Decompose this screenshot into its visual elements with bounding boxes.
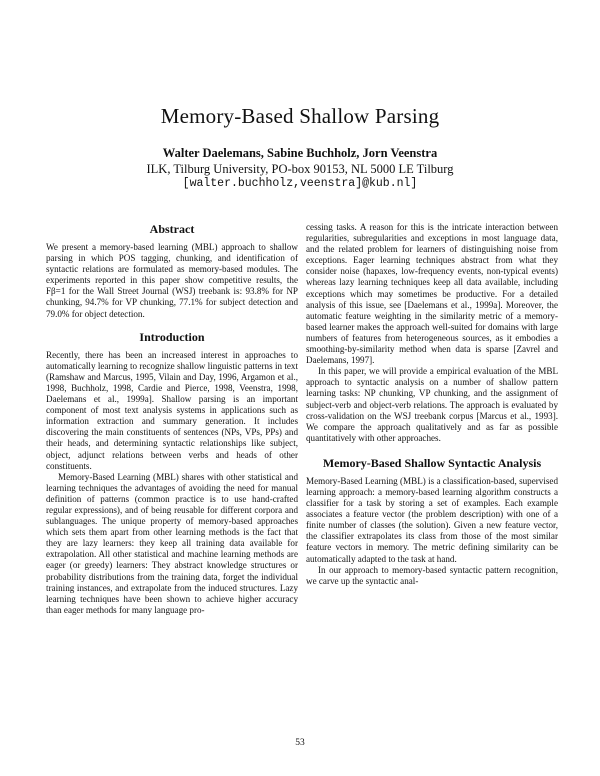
paper-authors: Walter Daelemans, Sabine Buchholz, Jorn Veenstra — [162, 146, 438, 160]
paper-title: Memory-Based Shallow Parsing — [160, 104, 440, 128]
abstract-text: We present a memory-based learning (MBL) approach to shallow parsing in which POS tagging, chunking, and identification of syntactic relations are formulated as memory-based modules. The experiments reported in this paper show competitive results, the Fβ=1 for the Wall Street Journal (WSJ) treebank is: 93.8% for NP chunking, 94.7% for VP chunking, 77.1% for subject detection and 79.0% for object detection. — [46, 242, 298, 319]
page-number: 53 — [295, 738, 305, 748]
mbl-section-heading: Memory-Based Shallow Syntactic Analysis — [322, 455, 542, 470]
right-paragraph-1: cessing tasks. A reason for this is the intricate interaction between regularities, subregularities and exceptions in most language data, and the related problem for learners of distinguishing noise from exceptions. Eager learning techniques abstract from what they consider noise (hapaxes, low-frequency events, non-typical events) whereas lazy learning techniques keep all data available, including exceptions which may sometimes be productive. For a detailed analysis of this issue, see [Daelemans et al., 1999a]. Moreover, the automatic feature weighting in the similarity metric of a memory-based learner makes the approach well-suited for domains with large numbers of features from heterogeneous sources, as it embodies a smoothing-by-similarity method when data is sparse [Zavrel and Daelemans, 1997]. — [306, 222, 558, 366]
right-column — [306, 222, 558, 587]
introduction-paragraph-1: Recently, there has been an increased interest in approaches to automatically learning to recognize shallow linguistic patterns in text (Ramshaw and Marcus, 1995, Vilain and Day, 1996, Argamon et al., 1998, Buchholz, 1998, Cardie and Pierce, 1998, Veenstra, 1998, Daelemans et al., 1999a]. Shallow parsing is an important component of most text analysis systems in applications such as information extraction and summary generation. It includes discovering the main constituents of sentences (NPs, VPs, PPs) and their heads, and determining syntactic relationships like subject, object, adjunct relations between verbs and heads of other constituents. — [46, 349, 298, 471]
paper-email: [walter.buchholz,veenstra]@kub.nl] — [182, 177, 418, 190]
introduction-paragraph-2: Memory-Based Learning (MBL) shares with other statistical and learning techniques the advantages of avoiding the need for manual definition of patterns (common practice is to use hand-crafted regular expressions), and of being reusable for different corpora and sublanguages. The unique property of memory-based approaches which sets them apart from other learning methods is the fact that they are lazy learners: they keep all training data available for extrapolation. All other statistical and machine learning methods are eager (or greedy) learners: They abstract knowledge structures or probability distributions from the training data, forget the individual training instances, and extrapolate from the induced structures. Lazy learning techniques have been shown to achieve higher accuracy than eager methods for many language pro- — [46, 471, 298, 615]
introduction-heading: Introduction — [139, 329, 205, 344]
left-column — [46, 222, 298, 616]
mbl-paragraph-2: In our approach to memory-based syntactic pattern recognition, we carve up the syntactic anal- — [306, 564, 558, 586]
right-paragraph-2: In this paper, we will provide a empirical evaluation of the MBL approach to syntactic analysis on a number of shallow pattern learning tasks: NP chunking, VP chunking, and the assignment of subject-verb and object-verb relations. The approach is evaluated by cross-validation on the WSJ treebank corpus [Marcus et al., 1993]. We compare the approach qualitatively and as far as possible quantitatively with other approaches. — [306, 366, 558, 443]
paper-affiliation: ILK, Tilburg University, PO-box 90153, NL 5000 LE Tilburg — [146, 162, 454, 176]
abstract-heading: Abstract — [149, 222, 195, 236]
mbl-paragraph-1: Memory-Based Learning (MBL) is a classification-based, supervised learning approach: a memory-based learning algorithm constructs a classifier for a task by storing a set of examples. Each example associates a feature vector (the problem description) with one of a finite number of classes (the solution). Given a new feature vector, the classifier extrapolates its class from those of the most similar feature vectors in memory. The metric defining similarity can be automatically adapted to the task at hand. — [306, 475, 558, 564]
